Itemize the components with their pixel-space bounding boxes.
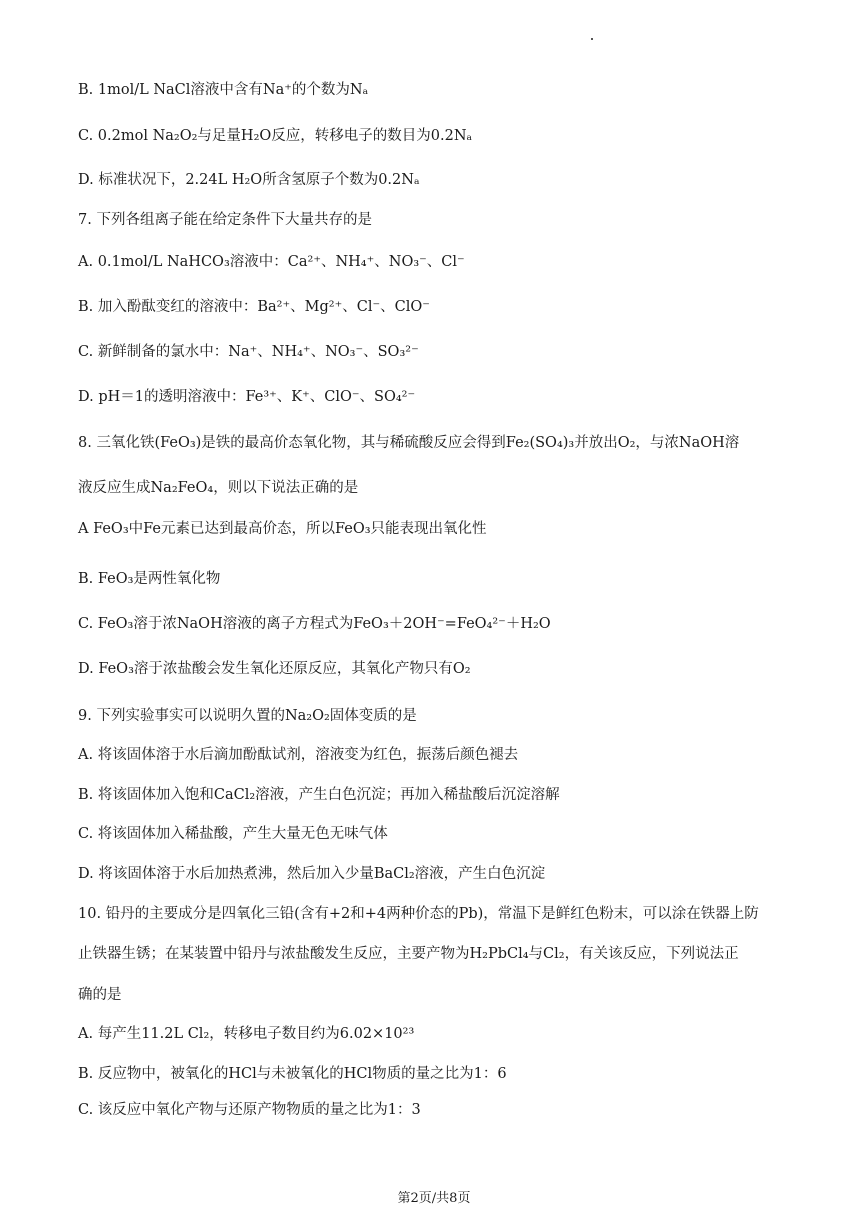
option-7c: C. 新鲜制备的氯水中：Na⁺、NH₄⁺、NO₃⁻、SO₃²⁻ [78, 344, 419, 360]
question-9: 9. 下列实验事实可以说明久置的Na₂O₂固体变质的是 [78, 708, 417, 724]
option-6b: B. 1mol/L NaCl溶液中含有Na⁺的个数为Nₐ [78, 82, 369, 98]
question-7: 7. 下列各组离子能在给定条件下大量共存的是 [78, 212, 372, 228]
question-8-line-1: 8. 三氧化铁(FeO₃)是铁的最高价态氧化物，其与稀硫酸反应会得到Fe₂(SO₄)₃并放出O₂，与浓NaOH溶 [78, 435, 740, 451]
question-10-line-3: 确的是 [78, 987, 122, 1003]
option-7b: B. 加入酚酞变红的溶液中：Ba²⁺、Mg²⁺、Cl⁻、ClO⁻ [78, 299, 430, 315]
option-9b: B. 将该固体加入饱和CaCl₂溶液，产生白色沉淀；再加入稀盐酸后沉淀溶解 [78, 787, 560, 803]
option-8c: C. FeO₃溶于浓NaOH溶液的离子方程式为FeO₃＋2OH⁻=FeO₄²⁻＋H₂O [78, 616, 551, 632]
option-9c: C. 将该固体加入稀盐酸，产生大量无色无味气体 [78, 826, 388, 842]
option-9d: D. 将该固体溶于水后加热煮沸，然后加入少量BaCl₂溶液，产生白色沉淀 [78, 866, 546, 882]
question-10-line-2: 止铁器生锈；在某装置中铅丹与浓盐酸发生反应，主要产物为H₂PbCl₄与Cl₂，有关该反应，下列说法正 [78, 946, 739, 962]
question-10-line-1: 10. 铅丹的主要成分是四氧化三铅(含有+2和+4两种价态的Pb)，常温下是鲜红色粉末，可以涂在铁器上防 [78, 906, 759, 922]
option-8a: A FeO₃中Fe元素已达到最高价态，所以FeO₃只能表现出氧化性 [78, 521, 487, 537]
option-8b: B. FeO₃是两性氧化物 [78, 571, 221, 587]
page-number: 第2页/共8页 [397, 1191, 471, 1206]
question-8-line-2: 液反应生成Na₂FeO₄，则以下说法正确的是 [78, 480, 359, 496]
option-10a: A. 每产生11.2L Cl₂，转移电子数目约为6.02×10²³ [78, 1026, 415, 1042]
option-7a: A. 0.1mol/L NaHCO₃溶液中：Ca²⁺、NH₄⁺、NO₃⁻、Cl⁻ [78, 254, 465, 270]
option-10b: B. 反应物中，被氧化的HCl与未被氧化的HCl物质的量之比为1：6 [78, 1066, 507, 1082]
option-6c: C. 0.2mol Na₂O₂与足量H₂O反应，转移电子的数目为0.2Nₐ [78, 128, 473, 144]
scan-speck [591, 38, 593, 40]
option-8d: D. FeO₃溶于浓盐酸会发生氧化还原反应，其氧化产物只有O₂ [78, 661, 471, 677]
option-6d: D. 标准状况下，2.24L H₂O所含氢原子个数为0.2Nₐ [78, 172, 420, 188]
option-10c: C. 该反应中氧化产物与还原产物物质的量之比为1：3 [78, 1102, 421, 1118]
option-7d: D. pH＝1的透明溶液中：Fe³⁺、K⁺、ClO⁻、SO₄²⁻ [78, 389, 416, 405]
option-9a: A. 将该固体溶于水后滴加酚酞试剂，溶液变为红色，振荡后颜色褪去 [78, 747, 519, 763]
